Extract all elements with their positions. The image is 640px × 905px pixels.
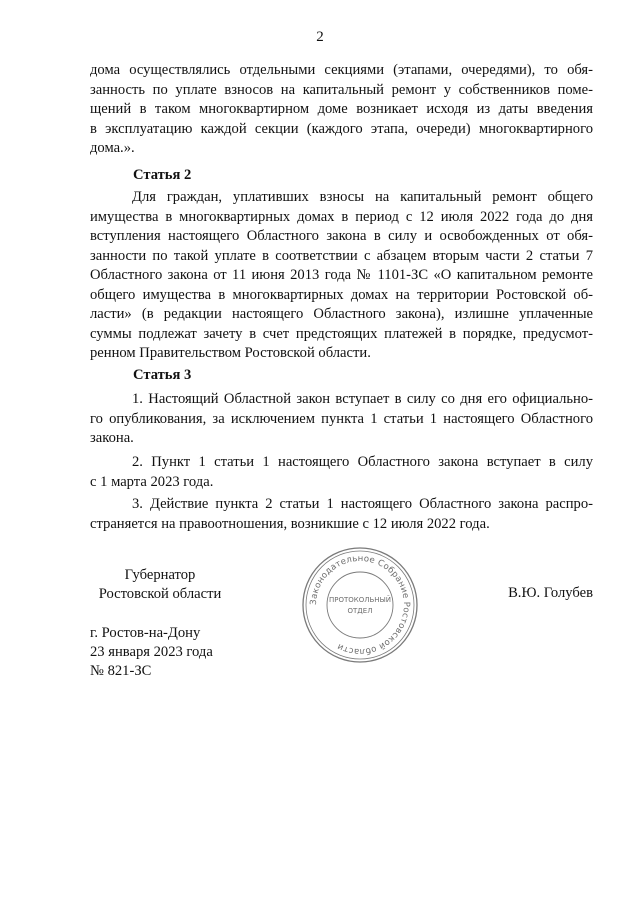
text-line: страняется на правоотношения, возникшие с 12 июля 2022 года. <box>90 515 490 532</box>
governor-name: В.Ю. Голубев <box>508 585 593 601</box>
stamp-ring-text: Законодательное Собрание Ростовской области <box>308 553 412 657</box>
issue-place: г. Ростов-на-Дону <box>90 625 201 641</box>
text-line: дома.». <box>90 140 135 156</box>
text-line: имущества в многоквартирных домах в период с 12 июля 2022 года до дня <box>90 208 593 225</box>
text-line: с 1 марта 2023 года. <box>90 473 214 490</box>
article-3-item-1 <box>90 390 593 449</box>
text-line: суммы подлежат зачету в счет предстоящих платежей в порядке, предусмот- <box>90 325 593 342</box>
governor-title <box>90 566 230 604</box>
governor-title-line-2: Ростовской области <box>98 586 222 602</box>
text-line: ласти» (в редакции настоящего Областного закона), излишне уплаченные <box>90 306 593 322</box>
text-line: Для граждан, уплативших взносы на капитальный ремонт общего <box>132 189 593 205</box>
page-number: 2 <box>316 29 324 45</box>
governor-title-line-1: Губернатор <box>124 567 196 583</box>
text-line: Областного закона от 11 июня 2013 года № 1101-ЗС «О капитальном ремонте <box>90 267 593 283</box>
text-line: вступления настоящего Областного закона в силу и освобожденных от обя- <box>90 228 593 244</box>
article-2-paragraph <box>90 188 593 364</box>
stamp-center-line-2: ОТДЕЛ <box>347 607 373 615</box>
article-3-item-2 <box>90 453 593 492</box>
text-line: занности по такой уплате в соответствии с абзацем вторым части 2 статьи 7 <box>90 247 593 264</box>
stamp-center-line-1: ПРОТОКОЛЬНЫЙ <box>328 596 392 604</box>
article-3-heading: Статья 3 <box>133 367 192 383</box>
text-line: 3. Действие пункта 2 статьи 1 настоящего Областного закона распро- <box>132 496 593 512</box>
official-stamp <box>300 545 420 665</box>
text-line: занность по уплате взносов на капитальный ремонт у собственников поме- <box>90 81 593 98</box>
continuation-paragraph <box>90 61 593 159</box>
text-line: го опубликования, за исключением пункта 1 статьи 1 настоящего Областного <box>90 410 593 427</box>
law-number: № 821-ЗС <box>90 663 152 679</box>
text-line: ренном Правительством Ростовской области. <box>90 345 371 361</box>
law-issue-info <box>90 624 213 681</box>
text-line: щений в таком многоквартирном доме возникает исходя из даты введения <box>90 101 593 117</box>
text-line: 2. Пункт 1 статьи 1 настоящего Областного закона вступает в силу <box>132 454 593 470</box>
article-3-item-3 <box>90 495 593 534</box>
text-line: дома осуществлялись отдельными секциями (этапами, очередями), то обя- <box>90 62 593 78</box>
issue-date: 23 января 2023 года <box>90 644 213 660</box>
text-line: в эксплуатацию каждой секции (каждого этапа, очереди) многоквартирного <box>90 120 593 137</box>
svg-text:Законодательное Собрание Росто <box>309 554 411 656</box>
text-line: общего имущества в многоквартирных домах на территории Ростовской об- <box>90 286 593 303</box>
text-line: 1. Настоящий Областной закон вступает в силу со дня его официально- <box>132 391 593 407</box>
text-line: закона. <box>90 430 134 446</box>
stamp-seal-icon <box>300 545 420 665</box>
article-2-heading: Статья 2 <box>133 167 192 183</box>
